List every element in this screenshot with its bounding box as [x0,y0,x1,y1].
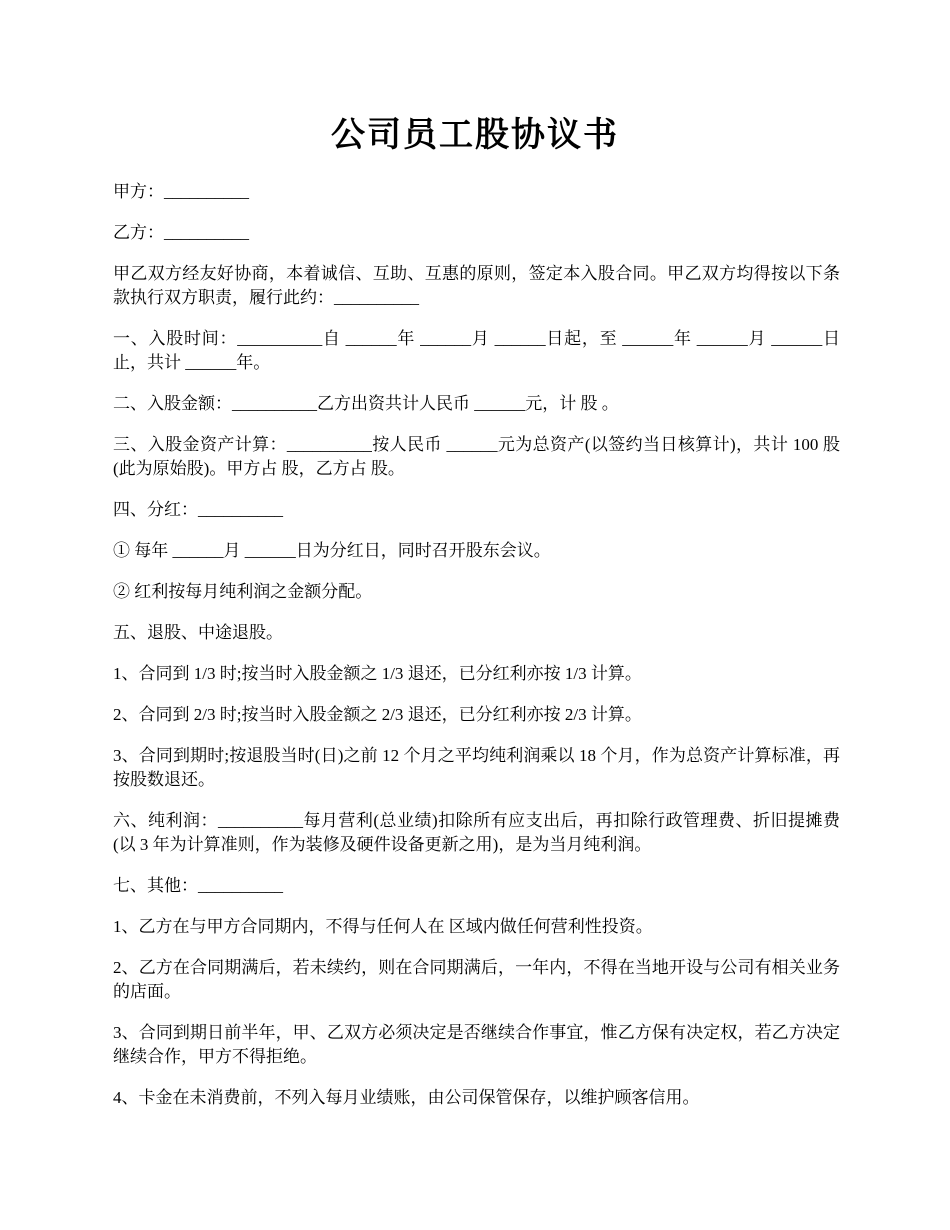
preamble-paragraph: 甲乙双方经友好协商，本着诚信、互助、互惠的原则，签定本入股合同。甲乙双方均得按以下条款执行双方职责，履行此约：__________ [113,264,840,307]
clause-5-item-1: 1、合同到 1/3 时;按当时入股金额之 1/3 退还，已分红利亦按 1/3 计算。 [113,664,642,683]
clause-5-item-2: 2、合同到 2/3 时;按当时入股金额之 2/3 退还，已分红利亦按 2/3 计算。 [113,705,642,724]
clause-6-net-profit: 六、纯利润：__________每月营利(总业绩)扣除所有应支出后，再扣除行政管理费、折旧提摊费(以 3 年为计算准则，作为装修及硬件设备更新之用)，是为当月纯利润。 [113,811,840,854]
clause-4-item-1: ① 每年 ______月 ______日为分红日，同时召开股东会议。 [113,541,551,560]
clause-5-item-3: 3、合同到期时;按退股当时(日)之前 12 个月之平均纯利润乘以 18 个月，作为总资产计算标准，再按股数退还。 [113,746,840,789]
document-title: 公司员工股协议书 [331,117,619,154]
clause-5-withdrawal-heading: 五、退股、中途退股。 [113,623,283,642]
clause-1-investment-time: 一、入股时间：__________自 ______年 ______月 ______日起，至 ______年 ______月 ______日止，共计 ______年。 [113,329,840,372]
clause-2-investment-amount: 二、入股金额：__________乙方出资共计人民币 ______元，计 股 。 [113,394,619,413]
clause-7-item-1: 1、乙方在与甲方合同期内，不得与任何人在 区域内做任何营利性投资。 [113,917,653,936]
clause-4-item-2: ② 红利按每月纯利润之金额分配。 [113,582,373,601]
clause-3-asset-calculation: 三、入股金资产计算：__________按人民币 ______元为总资产(以签约当日核算计)，共计 100 股(此为原始股)。甲方占 股，乙方占 股。 [113,435,840,478]
clause-7-item-4: 4、卡金在未消费前，不列入每月业绩账，由公司保管保存，以维护顾客信用。 [113,1088,700,1107]
clause-7-item-2: 2、乙方在合同期满后，若未续约，则在合同期满后，一年内，不得在当地开设与公司有相关业务的店面。 [113,958,840,1001]
party-b-line: 乙方：__________ [113,223,249,242]
document-body [113,180,840,1127]
party-a-line: 甲方：__________ [113,182,249,201]
clause-7-other-heading: 七、其他：__________ [113,876,283,895]
clause-7-item-3: 3、合同到期日前半年，甲、乙双方必须决定是否继续合作事宜，惟乙方保有决定权，若乙方决定继续合作，甲方不得拒绝。 [113,1023,840,1066]
clause-4-dividend-heading: 四、分红：__________ [113,500,283,519]
